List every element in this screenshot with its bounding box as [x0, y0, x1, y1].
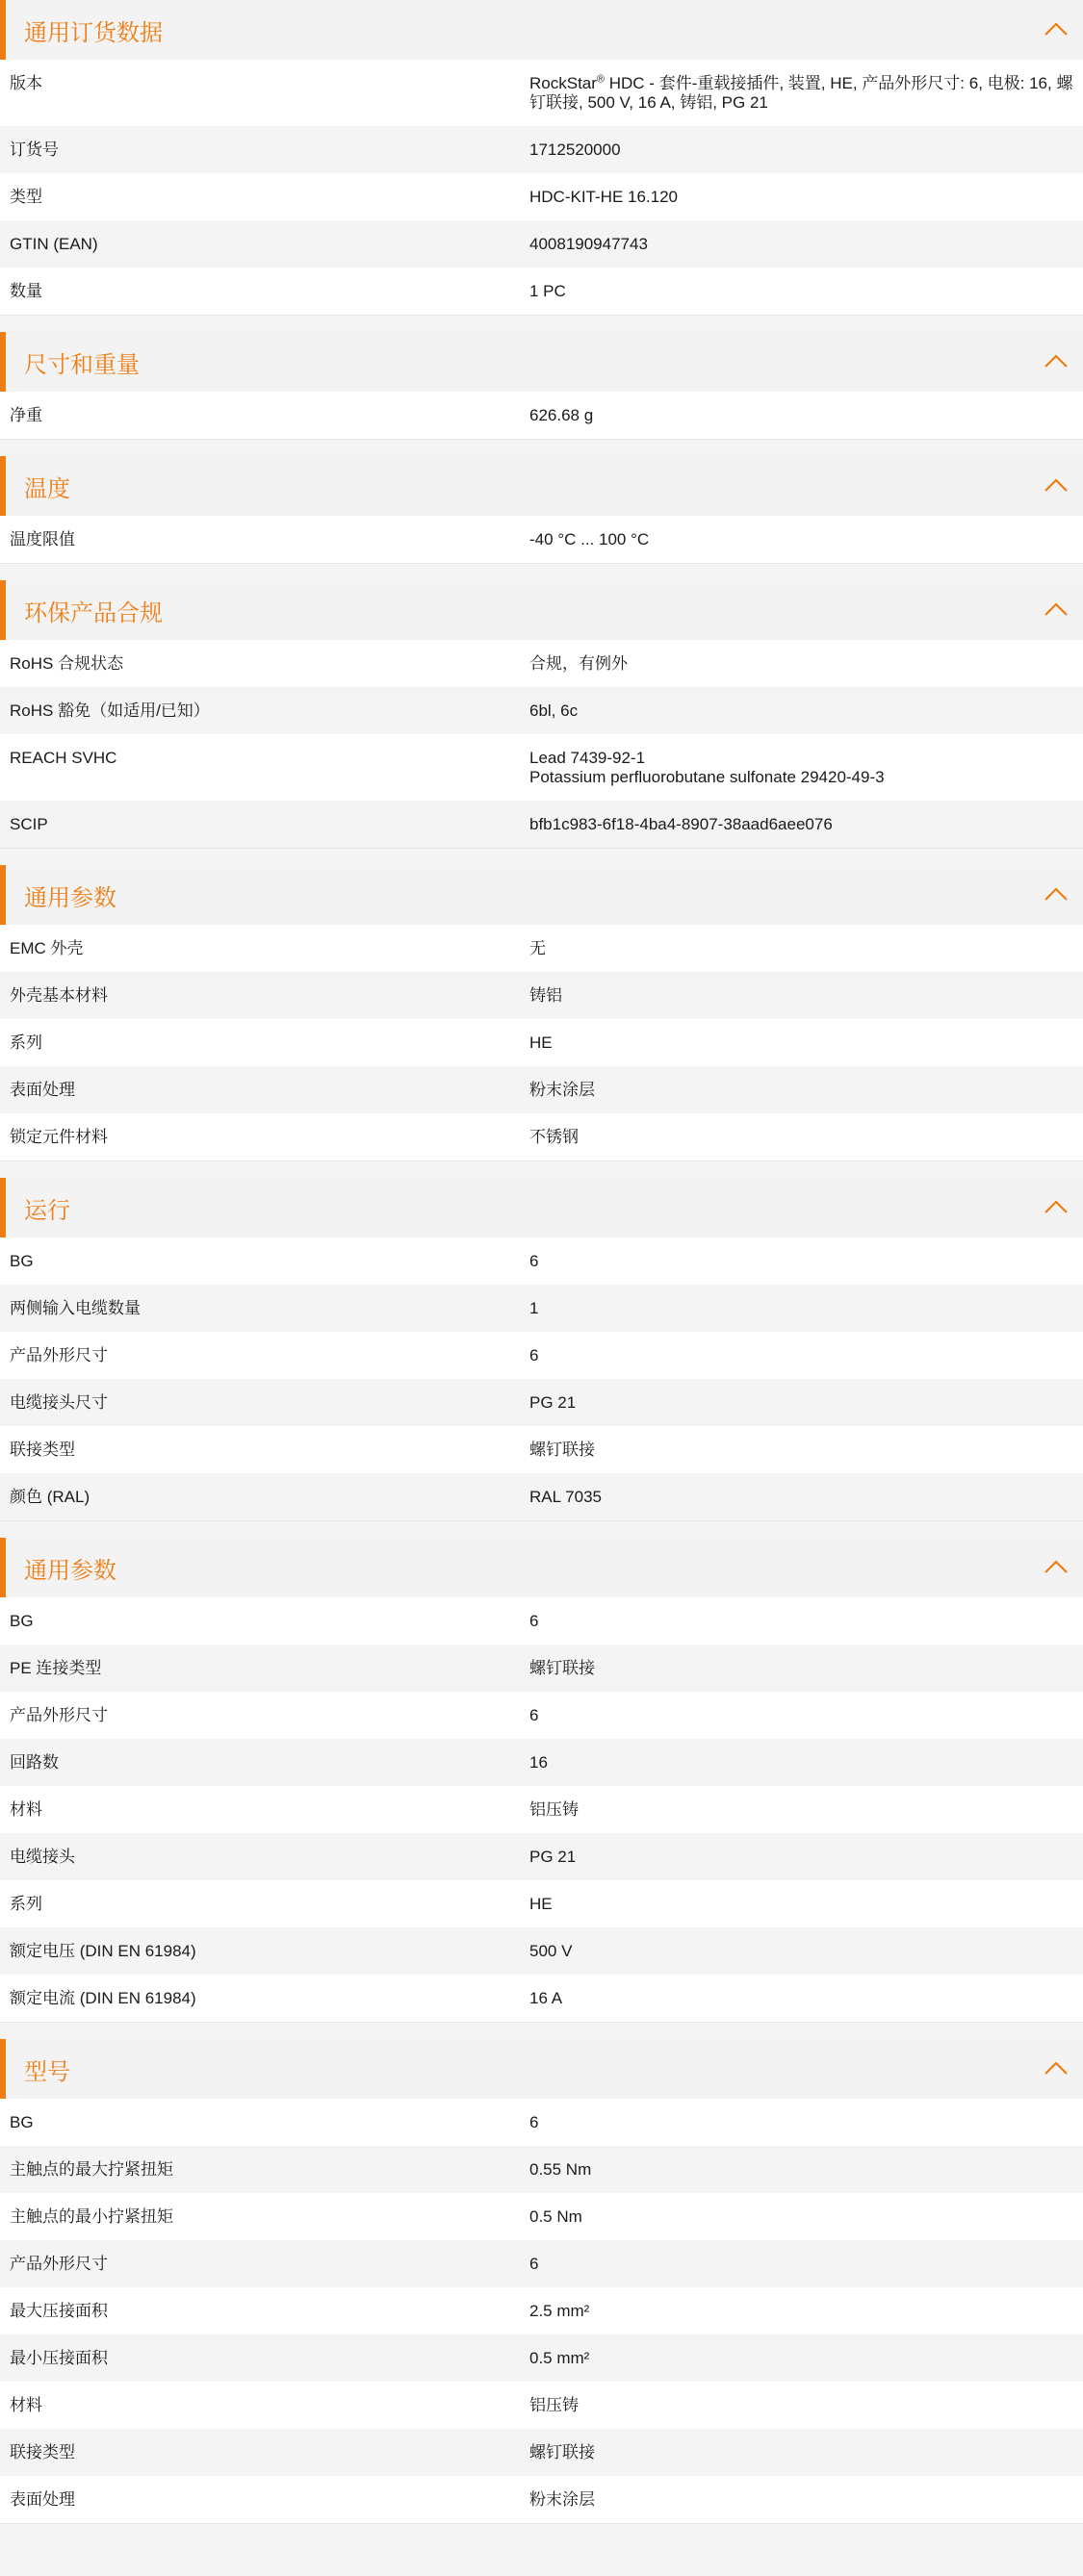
- spec-value: [529, 282, 1083, 301]
- spec-value-line: 6: [529, 1252, 539, 1270]
- spec-value-line: PG 21: [529, 1393, 577, 1412]
- spec-value-line: 6: [529, 1346, 539, 1365]
- spec-table: [0, 60, 1083, 316]
- spec-row: [0, 268, 1083, 315]
- spec-row: [0, 2099, 1083, 2146]
- spec-value: [529, 939, 1083, 958]
- spec-value-line: 6: [529, 1706, 539, 1724]
- spec-key: 联接类型: [10, 2443, 75, 2461]
- section-model: [0, 2039, 1083, 2524]
- spec-table: [0, 392, 1083, 440]
- spec-key: SCIP: [10, 815, 48, 833]
- spec-key: BG: [10, 2113, 34, 2131]
- spec-row: [0, 801, 1083, 848]
- spec-value: [529, 1800, 1083, 1820]
- spec-key: 订货号: [10, 140, 59, 159]
- spec-table: [0, 1597, 1083, 2023]
- spec-value-line: 2.5 mm²: [529, 2302, 590, 2320]
- spec-row: [0, 2287, 1083, 2334]
- spec-row: [0, 1332, 1083, 1379]
- spec-row: [0, 2382, 1083, 2429]
- spec-row: [0, 392, 1083, 439]
- section-title: 温度: [24, 475, 70, 502]
- spec-row: [0, 1833, 1083, 1880]
- spec-key: 最小压接面积: [10, 2349, 108, 2367]
- spec-key: RoHS 合规状态: [10, 654, 124, 673]
- spec-row: [0, 1597, 1083, 1645]
- spec-value-line: 0.55 Nm: [529, 2160, 592, 2179]
- spec-value-line: 不锈钢: [529, 1128, 579, 1146]
- spec-key: 产品外形尺寸: [10, 1706, 108, 1724]
- spec-value: [529, 1488, 1083, 1507]
- spec-row: [0, 1379, 1083, 1426]
- spec-key: 锁定元件材料: [10, 1128, 108, 1146]
- section-temperature: [0, 456, 1083, 564]
- spec-value: [529, 530, 1083, 549]
- spec-value-line: 16 A: [529, 1989, 563, 2007]
- spec-key: 最大压接面积: [10, 2302, 108, 2320]
- spec-row: [0, 2146, 1083, 2193]
- spec-value-line: 6: [529, 2113, 539, 2131]
- spec-row: [0, 2476, 1083, 2523]
- spec-value-line: 铸铝: [529, 986, 562, 1005]
- spec-key: BG: [10, 1612, 34, 1630]
- spec-key: 系列: [10, 1033, 42, 1052]
- spec-key: 产品外形尺寸: [10, 2255, 108, 2273]
- section-dimensions: [0, 332, 1083, 440]
- spec-key: 版本: [10, 74, 42, 92]
- spec-key: RoHS 豁免（如适用/已知）: [10, 701, 210, 720]
- spec-value: [529, 749, 1083, 787]
- spec-key: 两侧输入电缆数量: [10, 1299, 141, 1317]
- section-header-general1[interactable]: [0, 865, 1083, 925]
- spec-value-line: 626.68 g: [529, 406, 594, 424]
- spec-key: 材料: [10, 1800, 42, 1819]
- spec-row: [0, 1285, 1083, 1332]
- spec-row: [0, 1880, 1083, 1927]
- spec-row: [0, 640, 1083, 687]
- spec-value-line: 铝压铸: [529, 2396, 579, 2414]
- spec-value: [529, 235, 1083, 254]
- section-header-operation[interactable]: [0, 1178, 1083, 1237]
- spec-row: [0, 126, 1083, 173]
- spec-table: [0, 2099, 1083, 2524]
- spec-key: BG: [10, 1252, 34, 1270]
- spec-row: [0, 1426, 1083, 1473]
- spec-key: 主触点的最小拧紧扭矩: [10, 2207, 173, 2226]
- spec-value-line: 6: [529, 1612, 539, 1630]
- spec-value: [529, 1081, 1083, 1100]
- spec-value-line: 16: [529, 1753, 548, 1772]
- section-header-ordering[interactable]: [0, 0, 1083, 60]
- spec-key: PE 连接类型: [10, 1659, 102, 1677]
- spec-value: [529, 1989, 1083, 2008]
- section-title: 通用订货数据: [24, 19, 163, 46]
- spec-key: 材料: [10, 2396, 42, 2414]
- spec-value: [529, 1033, 1083, 1053]
- section-title: 环保产品合规: [24, 599, 163, 626]
- spec-row: [0, 2193, 1083, 2240]
- spec-key: 电缆接头: [10, 1848, 75, 1866]
- spec-value-line: 500 V: [529, 1942, 573, 1960]
- spec-value-line: 螺钉联接: [529, 2443, 595, 2461]
- spec-value-line: 0.5 mm²: [529, 2349, 590, 2367]
- spec-row: [0, 1739, 1083, 1786]
- spec-row: [0, 1066, 1083, 1113]
- spec-value-line: RAL 7035: [529, 1488, 602, 1506]
- section-title: 运行: [24, 1197, 70, 1224]
- spec-key: 数量: [10, 282, 42, 300]
- chevron-up-icon[interactable]: [1043, 1194, 1070, 1221]
- spec-row: [0, 220, 1083, 268]
- section-general2: [0, 1538, 1083, 2023]
- spec-key: 系列: [10, 1895, 42, 1913]
- spec-row: [0, 2429, 1083, 2476]
- spec-value-line: 0.5 Nm: [529, 2207, 582, 2226]
- chevron-up-icon[interactable]: [1043, 16, 1070, 43]
- spec-key: EMC 外壳: [10, 939, 84, 957]
- section-title: 尺寸和重量: [24, 351, 140, 378]
- spec-value: [529, 986, 1083, 1006]
- spec-key: 主触点的最大拧紧扭矩: [10, 2160, 173, 2179]
- spec-key: 颜色 (RAL): [10, 1488, 90, 1506]
- section-title: 通用参数: [24, 884, 116, 911]
- chevron-up-icon[interactable]: [1043, 2055, 1070, 2082]
- spec-value: [529, 1252, 1083, 1271]
- spec-row: [0, 1473, 1083, 1520]
- spec-value-line: HE: [529, 1895, 553, 1913]
- spec-row: [0, 1975, 1083, 2022]
- spec-row: [0, 925, 1083, 972]
- spec-key: 类型: [10, 188, 42, 206]
- spec-value: [529, 406, 1083, 425]
- chevron-up-icon[interactable]: [1043, 597, 1070, 624]
- spec-row: [0, 173, 1083, 220]
- chevron-up-icon[interactable]: [1043, 881, 1070, 908]
- section-header-compliance[interactable]: [0, 580, 1083, 640]
- spec-key: REACH SVHC: [10, 749, 117, 767]
- spec-row: [0, 1113, 1083, 1160]
- section-ordering: [0, 0, 1083, 316]
- spec-value-line: HDC-KIT-HE 16.120: [529, 188, 678, 206]
- spec-value: [529, 2113, 1083, 2132]
- spec-row: [0, 1692, 1083, 1739]
- spec-value: [529, 2302, 1083, 2321]
- spec-value-line: 1712520000: [529, 140, 621, 159]
- spec-value-line: 无: [529, 939, 546, 957]
- spec-value: [529, 815, 1083, 834]
- spec-value-line: -40 °C ... 100 °C: [529, 530, 650, 548]
- spec-row: [0, 734, 1083, 801]
- spec-value: [529, 701, 1083, 721]
- spec-value-line: Potassium perfluorobutane sulfonate 29420-49-3: [529, 768, 885, 786]
- spec-key: 联接类型: [10, 1441, 75, 1459]
- spec-value: [529, 1753, 1083, 1773]
- spec-key: 温度限值: [10, 530, 75, 548]
- section-header-general2[interactable]: [0, 1538, 1083, 1597]
- spec-row: [0, 687, 1083, 734]
- spec-value: [529, 2207, 1083, 2227]
- spec-key: 外壳基本材料: [10, 986, 108, 1005]
- section-title: 通用参数: [24, 1557, 116, 1584]
- spec-row: [0, 972, 1083, 1019]
- spec-table: [0, 1237, 1083, 1521]
- spec-value-line: 螺钉联接: [529, 1659, 595, 1677]
- spec-value-line: 粉末涂层: [529, 1081, 595, 1099]
- spec-key: 净重: [10, 406, 42, 424]
- spec-value-line: 螺钉联接: [529, 1441, 595, 1459]
- spec-value: [529, 1942, 1083, 1961]
- spec-table: [0, 516, 1083, 564]
- section-header-dimensions[interactable]: [0, 332, 1083, 392]
- spec-key: 额定电流 (DIN EN 61984): [10, 1989, 196, 2007]
- spec-value: [529, 1895, 1083, 1914]
- spec-value: [529, 1299, 1083, 1318]
- chevron-up-icon[interactable]: [1043, 1554, 1070, 1581]
- spec-row: [0, 2240, 1083, 2287]
- spec-row: [0, 1019, 1083, 1066]
- spec-value: [529, 1612, 1083, 1631]
- spec-value: [529, 1706, 1083, 1725]
- spec-value: [529, 1346, 1083, 1365]
- section-operation: [0, 1178, 1083, 1521]
- spec-value: [529, 2349, 1083, 2368]
- spec-row: [0, 516, 1083, 563]
- spec-row: [0, 60, 1083, 126]
- spec-value: [529, 654, 1083, 674]
- spec-value: [529, 140, 1083, 160]
- section-general1: [0, 865, 1083, 1161]
- spec-key: GTIN (EAN): [10, 235, 98, 253]
- spec-value: [529, 2396, 1083, 2415]
- section-compliance: [0, 580, 1083, 849]
- section-header-temperature[interactable]: [0, 456, 1083, 516]
- spec-value-line: 粉末涂层: [529, 2490, 595, 2509]
- spec-table: [0, 925, 1083, 1161]
- spec-row: [0, 1927, 1083, 1975]
- spec-value: [529, 2490, 1083, 2510]
- spec-value: [529, 1393, 1083, 1413]
- spec-value: [529, 1128, 1083, 1147]
- spec-value: [529, 1848, 1083, 1867]
- spec-value-line: PG 21: [529, 1848, 577, 1866]
- spec-row: [0, 1645, 1083, 1692]
- spec-value: [529, 74, 1083, 113]
- spec-value-line: RockStar® HDC - 套件-重载接插件, 装置, HE, 产品外形尺寸: 6, 电极: 16, 螺钉联接, 500 V, 16 A, 铸铝, PG 21: [529, 73, 1073, 112]
- chevron-up-icon[interactable]: [1043, 472, 1070, 499]
- spec-row: [0, 2334, 1083, 2382]
- chevron-up-icon[interactable]: [1043, 348, 1070, 375]
- spec-value-line: bfb1c983-6f18-4ba4-8907-38aad6aee076: [529, 815, 833, 833]
- spec-key: 表面处理: [10, 2490, 75, 2509]
- spec-key: 表面处理: [10, 1081, 75, 1099]
- spec-key: 电缆接头尺寸: [10, 1393, 108, 1412]
- spec-table: [0, 640, 1083, 849]
- spec-value-line: 1: [529, 1299, 539, 1317]
- spec-row: [0, 1786, 1083, 1833]
- spec-value-line: 合规，有例外: [529, 654, 628, 673]
- spec-value-line: 铝压铸: [529, 1800, 579, 1819]
- spec-key: 额定电压 (DIN EN 61984): [10, 1942, 196, 1960]
- section-header-model[interactable]: [0, 2039, 1083, 2099]
- spec-value-line: 6: [529, 2255, 539, 2273]
- spec-value-line: 4008190947743: [529, 235, 648, 253]
- spec-value: [529, 2255, 1083, 2274]
- spec-key: 回路数: [10, 1753, 59, 1772]
- spec-value: [529, 188, 1083, 207]
- spec-value: [529, 1441, 1083, 1460]
- spec-value-line: Lead 7439-92-1: [529, 749, 646, 767]
- spec-value-line: 1 PC: [529, 282, 566, 300]
- spec-value-line: HE: [529, 1033, 553, 1052]
- spec-value-line: 6bl, 6c: [529, 701, 579, 720]
- spec-value: [529, 1659, 1083, 1678]
- spec-value: [529, 2443, 1083, 2462]
- spec-row: [0, 1237, 1083, 1285]
- spec-value: [529, 2160, 1083, 2180]
- spec-key: 产品外形尺寸: [10, 1346, 108, 1365]
- section-title: 型号: [24, 2058, 70, 2085]
